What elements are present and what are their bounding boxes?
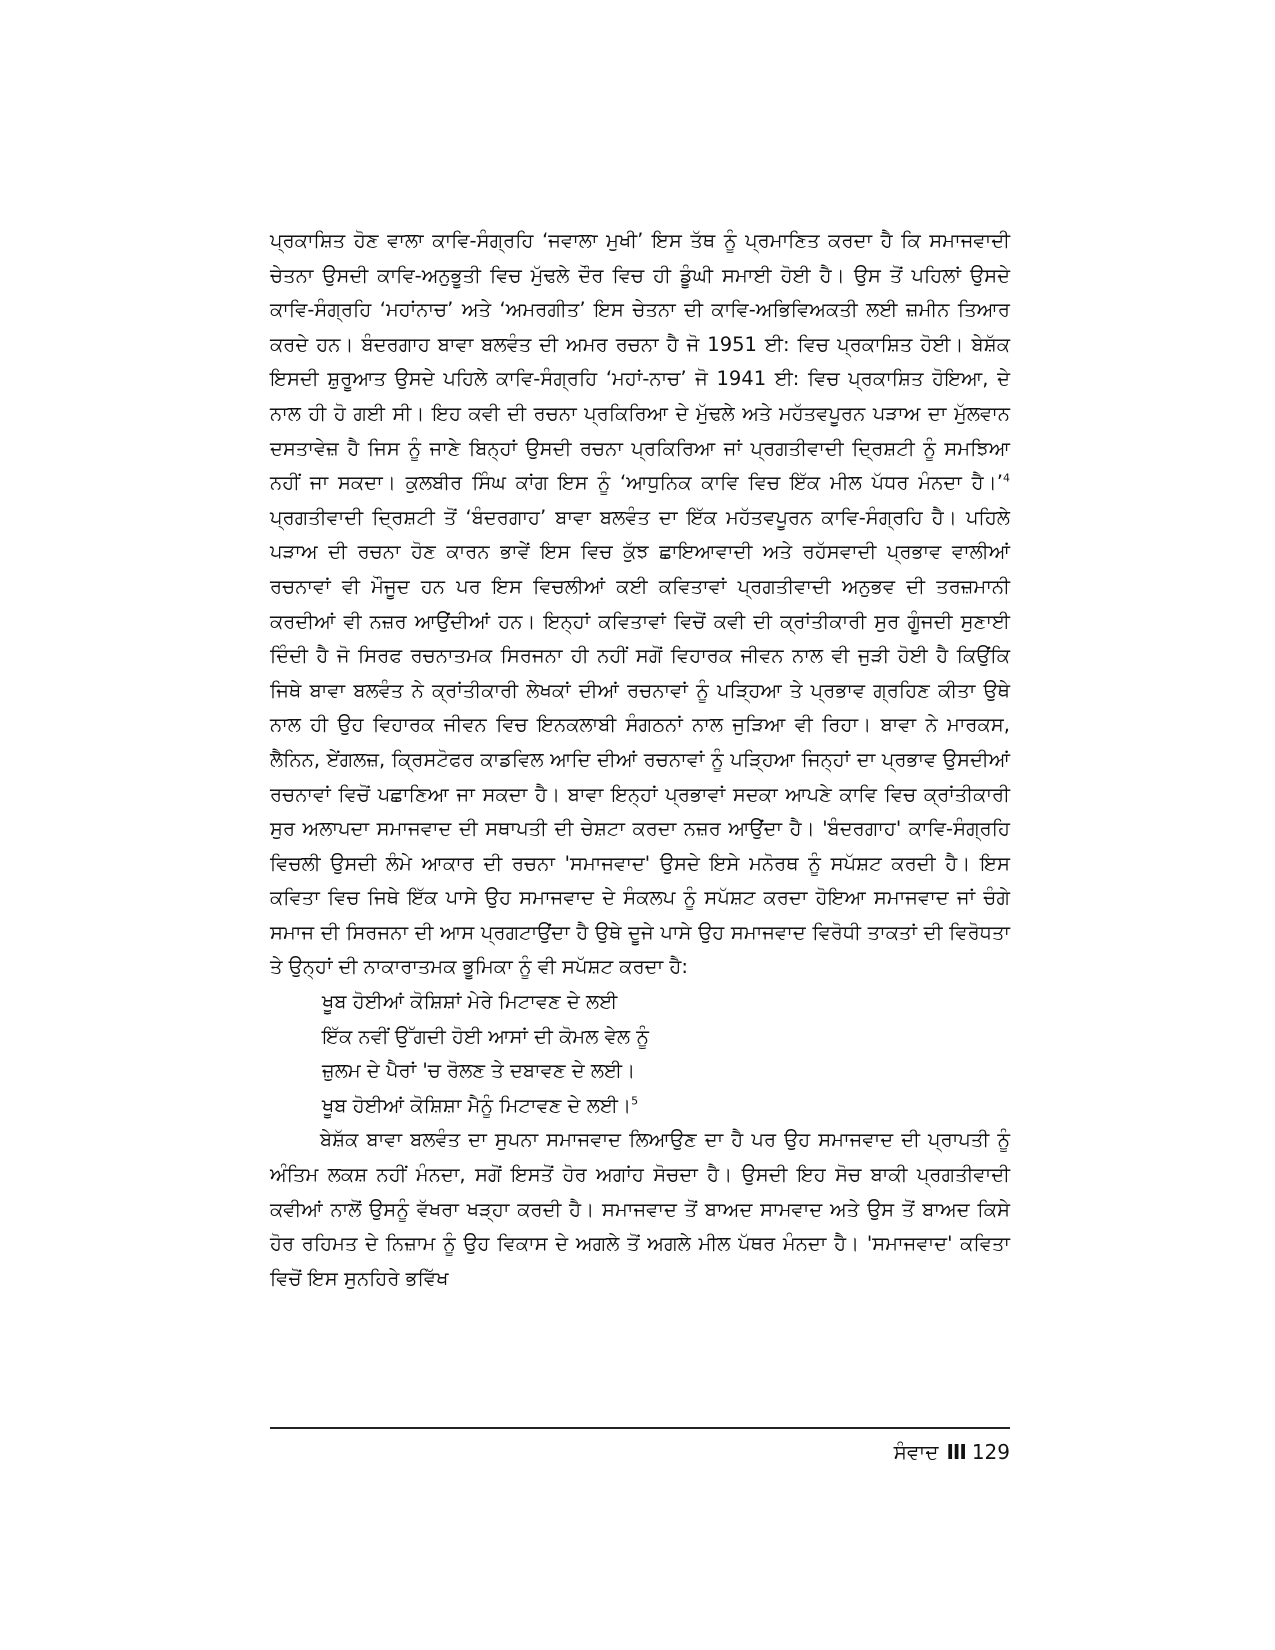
body-text bbox=[270, 224, 1010, 1296]
footnote-marker-5[interactable]: 5 bbox=[631, 1094, 639, 1108]
page-footer bbox=[894, 1438, 1010, 1466]
verse-quote bbox=[270, 985, 1010, 1123]
footer-separator: III bbox=[946, 1440, 966, 1464]
footnote-marker-4[interactable]: 4 bbox=[1003, 471, 1010, 485]
journal-name: ਸੰਵਾਦ bbox=[893, 1440, 939, 1464]
paragraph-1-text-a: ਪ੍ਰਕਾਸ਼ਿਤ ਹੋਣ ਵਾਲਾ ਕਾਵਿ-ਸੰਗ੍ਰਹਿ ‘ਜਵਾਲਾ ਮੁਖੀ’ ਇਸ ਤੱਥ ਨੂੰ ਪ੍ਰਮਾਣਿਤ ਕਰਦਾ ਹੈ ਕਿ ਸਮਾਜਵਾਦੀ ਚੇਤਨਾ ਉਸਦੀ ਕਾਵਿ-ਅਨੁਭੂਤੀ ਵਿਚ ਮੁੱਢਲੇ ਦੌਰ ਵਿਚ ਹੀ ਡੂੰਘੀ ਸਮਾਈ ਹੋਈ ਹੈ। ਉਸ ਤੋਂ ਪਹਿਲਾਂ ਉਸਦੇ ਕਾਵਿ-ਸੰਗ੍ਰਹਿ ‘ਮਹਾਂਨਾਚ’ ਅਤੇ ‘ਅਮਰਗੀਤ’ ਇਸ ਚੇਤਨਾ ਦੀ ਕਾਵਿ-ਅਭਿਵਿਅਕਤੀ ਲਈ ਜ਼ਮੀਨ ਤਿਆਰ ਕਰਦੇ ਹਨ। ਬੰਦਰਗਾਹ ਬਾਵਾ ਬਲਵੰਤ ਦੀ ਅਮਰ ਰਚਨਾ ਹੈ ਜੋ 1951 ਈ: ਵਿਚ ਪ੍ਰਕਾਸ਼ਿਤ ਹੋਈ। ਬੇਸ਼ੱਕ ਇਸਦੀ ਸ਼ੁਰੂਆਤ ਉਸਦੇ ਪਹਿਲੇ ਕਾਵਿ-ਸੰਗ੍ਰਹਿ ‘ਮਹਾਂ-ਨਾਚ’ ਜੋ 1941 ਈ: ਵਿਚ ਪ੍ਰਕਾਸ਼ਿਤ ਹੋਇਆ, ਦੇ ਨਾਲ ਹੀ ਹੋ ਗਈ ਸੀ। ਇਹ ਕਵੀ ਦੀ ਰਚਨਾ ਪ੍ਰਕਿਰਿਆ ਦੇ ਮੁੱਢਲੇ ਅਤੇ ਮਹੱਤਵਪੂਰਨ ਪੜਾਅ ਦਾ ਮੁੱਲਵਾਨ ਦਸਤਾਵੇਜ਼ ਹੈ ਜਿਸ ਨੂੰ ਜਾਣੇ ਬਿਨ੍ਹਾਂ ਉਸਦੀ ਰਚਨਾ ਪ੍ਰਕਿਰਿਆ ਜਾਂ ਪ੍ਰਗਤੀਵਾਦੀ ਦ੍ਰਿਸ਼ਟੀ ਨੂੰ ਸਮਝਿਆ ਨਹੀਂ ਜਾ ਸਕਦਾ। ਕੁਲਬੀਰ ਸਿੰਘ ਕਾਂਗ ਇਸ ਨੂੰ ‘ਆਧੁਨਿਕ ਕਾਵਿ ਵਿਚ ਇੱਕ ਮੀਲ ਪੱਧਰ ਮੰਨਦਾ ਹੈ।’ bbox=[270, 229, 1010, 495]
verse-line-2: ਇੱਕ ਨਵੀਂ ਉੱਗਦੀ ਹੋਈ ਆਸਾਂ ਦੀ ਕੋਮਲ ਵੇਲ ਨੂੰ bbox=[322, 1024, 649, 1048]
paragraph-1 bbox=[270, 224, 1010, 985]
paragraph-2: ਬੇਸ਼ੱਕ ਬਾਵਾ ਬਲਵੰਤ ਦਾ ਸੁਪਨਾ ਸਮਾਜਵਾਦ ਲਿਆਉਣ ਦਾ ਹੈ ਪਰ ਉਹ ਸਮਾਜਵਾਦ ਦੀ ਪ੍ਰਾਪਤੀ ਨੂੰ ਅੰਤਿਮ ਲਕਸ਼ ਨਹੀਂ ਮੰਨਦਾ, ਸਗੋਂ ਇਸਤੋਂ ਹੋਰ ਅਗਾਂਹ ਸੋਚਦਾ ਹੈ। ਉਸਦੀ ਇਹ ਸੋਚ ਬਾਕੀ ਪ੍ਰਗਤੀਵਾਦੀ ਕਵੀਆਂ ਨਾਲੋਂ ਉਸਨੂੰ ਵੱਖਰਾ ਖੜ੍ਹਾ ਕਰਦੀ ਹੈ। ਸਮਾਜਵਾਦ ਤੋਂ ਬਾਅਦ ਸਾਮਵਾਦ ਅਤੇ ਉਸ ਤੋਂ ਬਾਅਦ ਕਿਸੇ ਹੋਰ ਰਹਿਮਤ ਦੇ ਨਿਜ਼ਾਮ ਨੂੰ ਉਹ ਵਿਕਾਸ ਦੇ ਅਗਲੇ ਤੋਂ ਅਗਲੇ ਮੀਲ ਪੱਥਰ ਮੰਨਦਾ ਹੈ। 'ਸਮਾਜਵਾਦ' ਕਵਿਤਾ ਵਿਚੋਂ ਇਸ ਸੁਨਹਿਰੇ ਭਵਿੱਖ bbox=[270, 1128, 1010, 1290]
verse-line-4 bbox=[322, 1089, 1010, 1124]
paragraph-1-text-b: ਪ੍ਰਗਤੀਵਾਦੀ ਦ੍ਰਿਸ਼ਟੀ ਤੋਂ ‘ਬੰਦਰਗਾਹ’ ਬਾਵਾ ਬਲਵੰਤ ਦਾ ਇੱਕ ਮਹੱਤਵਪੂਰਨ ਕਾਵਿ-ਸੰਗ੍ਰਹਿ ਹੈ। ਪਹਿਲੇ ਪੜਾਅ ਦੀ ਰਚਨਾ ਹੋਣ ਕਾਰਨ ਭਾਵੇਂ ਇਸ ਵਿਚ ਕੁੱਝ ਛਾਇਆਵਾਦੀ ਅਤੇ ਰਹੱਸਵਾਦੀ ਪ੍ਰਭਾਵ ਵਾਲੀਆਂ ਰਚਨਾਵਾਂ ਵੀ ਮੌਜੂਦ ਹਨ ਪਰ ਇਸ ਵਿਚਲੀਆਂ ਕਈ ਕਵਿਤਾਵਾਂ ਪ੍ਰਗਤੀਵਾਦੀ ਅਨੁਭਵ ਦੀ ਤਰਜ਼ਮਾਨੀ ਕਰਦੀਆਂ ਵੀ ਨਜ਼ਰ ਆਉਂਦੀਆਂ ਹਨ। ਇਨ੍ਹਾਂ ਕਵਿਤਾਵਾਂ ਵਿਚੋਂ ਕਵੀ ਦੀ ਕ੍ਰਾਂਤੀਕਾਰੀ ਸੁਰ ਗੂੰਜਦੀ ਸੁਣਾਈ ਦਿੰਦੀ ਹੈ ਜੋ ਸਿਰਫ ਰਚਨਾਤਮਕ ਸਿਰਜਨਾ ਹੀ ਨਹੀਂ ਸਗੋਂ ਵਿਹਾਰਕ ਜੀਵਨ ਨਾਲ ਵੀ ਜੁੜੀ ਹੋਈ ਹੈ ਕਿਉਂਕਿ ਜਿਥੇ ਬਾਵਾ ਬਲਵੰਤ ਨੇ ਕ੍ਰਾਂਤੀਕਾਰੀ ਲੇਖਕਾਂ ਦੀਆਂ ਰਚਨਾਵਾਂ ਨੂੰ ਪੜ੍ਹਿਆ ਤੇ ਪ੍ਰਭਾਵ ਗ੍ਰਹਿਣ ਕੀਤਾ ਉਥੇ ਨਾਲ ਹੀ ਉਹ ਵਿਹਾਰਕ ਜੀਵਨ ਵਿਚ ਇਨਕਲਾਬੀ ਸੰਗਠਨਾਂ ਨਾਲ ਜੁੜਿਆ ਵੀ ਰਿਹਾ। ਬਾਵਾ ਨੇ ਮਾਰਕਸ, ਲੈਨਿਨ, ਏਂਗਲਜ਼, ਕ੍ਰਿਸਟੋਫਰ ਕਾਡਵਿਲ ਆਦਿ ਦੀਆਂ ਰਚਨਾਵਾਂ ਨੂੰ ਪੜ੍ਹਿਆ ਜਿਨ੍ਹਾਂ ਦਾ ਪ੍ਰਭਾਵ ਉਸਦੀਆਂ ਰਚਨਾਵਾਂ ਵਿਚੋਂ ਪਛਾਣਿਆ ਜਾ ਸਕਦਾ ਹੈ। ਬਾਵਾ ਇਨ੍ਹਾਂ ਪ੍ਰਭਾਵਾਂ ਸਦਕਾ ਆਪਣੇ ਕਾਵਿ ਵਿਚ ਕ੍ਰਾਂਤੀਕਾਰੀ ਸੁਰ ਅਲਾਪਦਾ ਸਮਾਜਵਾਦ ਦੀ ਸਥਾਪਤੀ ਦੀ ਚੇਸ਼ਟਾ ਕਰਦਾ ਨਜ਼ਰ ਆਉਂਦਾ ਹੈ। 'ਬੰਦਰਗਾਹ' ਕਾਵਿ-ਸੰਗ੍ਰਹਿ ਵਿਚਲੀ ਉਸਦੀ ਲੰਮੇ ਆਕਾਰ ਦੀ ਰਚਨਾ 'ਸਮਾਜਵਾਦ' ਉਸਦੇ ਇਸੇ ਮਨੋਰਥ ਨੂੰ ਸਪੱਸ਼ਟ ਕਰਦੀ ਹੈ। ਇਸ ਕਵਿਤਾ ਵਿਚ ਜਿਥੇ ਇੱਕ ਪਾਸੇ ਉਹ ਸਮਾਜਵਾਦ ਦੇ ਸੰਕਲਪ ਨੂੰ ਸਪੱਸ਼ਟ ਕਰਦਾ ਹੋਇਆ ਸਮਾਜਵਾਦ ਜਾਂ ਚੰਗੇ ਸਮਾਜ ਦੀ ਸਿਰਜਨਾ ਦੀ ਆਸ ਪ੍ਰਗਟਾਉਂਦਾ ਹੈ ਉਥੇ ਦੂਜੇ ਪਾਸੇ ਉਹ ਸਮਾਜਵਾਦ ਵਿਰੋਧੀ ਤਾਕਤਾਂ ਦੀ ਵਿਰੋਧਤਾ ਤੇ ਉਨ੍ਹਾਂ ਦੀ ਨਾਕਾਰਾਤਮਕ ਭੂਮਿਕਾ ਨੂੰ ਵੀ ਸਪੱਸ਼ਟ ਕਰਦਾ ਹੈ: bbox=[270, 505, 1010, 979]
verse-line-3: ਜ਼ੁਲਮ ਦੇ ਪੈਰਾਂ 'ਚ ਰੋਲਣ ਤੇ ਦਬਾਵਣ ਦੇ ਲਈ। bbox=[322, 1059, 636, 1083]
page-number: 129 bbox=[971, 1440, 1010, 1464]
verse-line-1: ਖੂਬ ਹੋਈਆਂ ਕੋਸ਼ਿਸ਼ਾਂ ਮੇਰੇ ਮਿਟਾਵਣ ਦੇ ਲਈ bbox=[322, 990, 618, 1014]
verse-line-4-text: ਖੂਬ ਹੋਈਆਂ ਕੋਸ਼ਿਸ਼ਾ ਮੈਨੂੰ ਮਿਟਾਵਣ ਦੇ ਲਈ। bbox=[322, 1093, 632, 1117]
footer-divider bbox=[270, 1427, 1010, 1429]
